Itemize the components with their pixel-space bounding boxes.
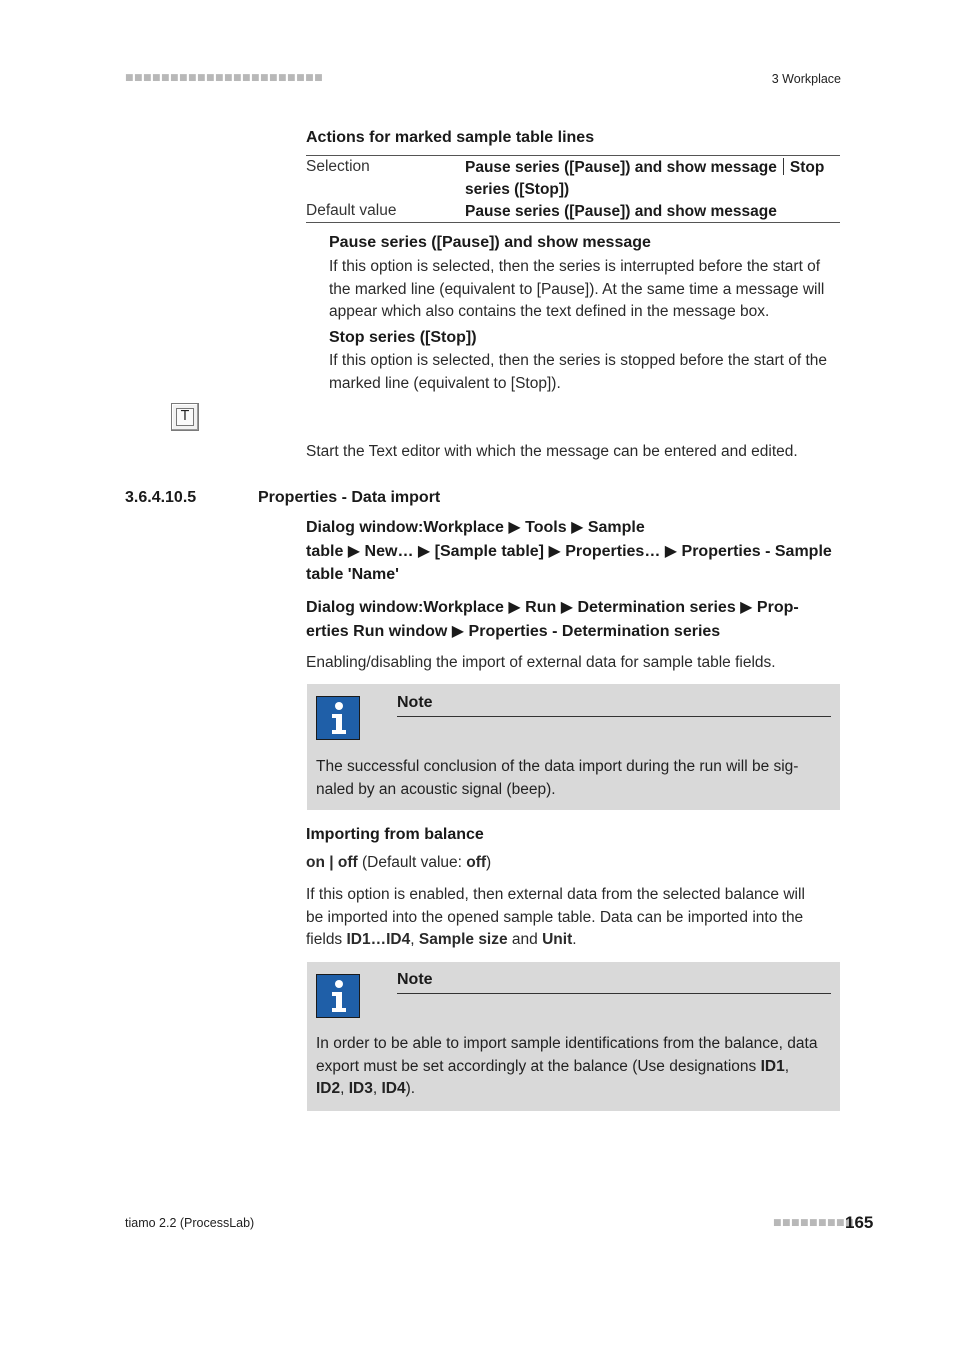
- parameter-bottom-rule: [306, 222, 840, 223]
- default-value: Pause series ([Pause]) and show message: [465, 203, 777, 220]
- text-editor-description: Start the Text editor with which the message can be entered and edited.: [306, 443, 798, 460]
- default-off: off: [466, 854, 487, 871]
- header-decoration: ■■■■■■■■■■■■■■■■■■■■■■: [125, 73, 324, 83]
- text-span: ).: [405, 1080, 416, 1097]
- text-line: naled by an acoustic signal (beep).: [316, 780, 556, 798]
- default-label: Default value: [306, 202, 397, 219]
- note-text: [316, 1033, 831, 1101]
- text-line: If this option is selected, then the series is interrupted before the start of: [329, 258, 821, 275]
- option-separator: [783, 158, 784, 175]
- text-line: [316, 1078, 831, 1101]
- text-line: [316, 1056, 831, 1079]
- path-line: Dialog window:Workplace ▶ Tools ▶ Sample: [306, 519, 645, 536]
- importing-description: [306, 884, 846, 952]
- selection-label: Selection: [306, 158, 370, 175]
- text-span: .: [572, 931, 577, 948]
- text-span: ,: [340, 1080, 349, 1097]
- path-line: Dialog window:Workplace ▶ Run ▶ Determination series ▶ Prop-: [306, 599, 799, 616]
- path-line: table 'Name': [306, 566, 399, 583]
- note-title: Note: [397, 694, 433, 711]
- designation-id2: ID2: [316, 1080, 341, 1097]
- section-intro: Enabling/disabling the import of external data for sample table fields.: [306, 654, 776, 671]
- text-span: export must be set accordingly at the balance (Use designations: [316, 1057, 761, 1075]
- text-line: [306, 929, 846, 952]
- text-line: In order to be able to import sample identifications from the balance, data: [316, 1035, 818, 1052]
- default-prefix: (Default value:: [357, 854, 467, 871]
- section-number: 3.6.4.10.5: [125, 489, 197, 506]
- selection-option-stop: Stop: [789, 159, 825, 176]
- designation-id4: ID4: [381, 1080, 406, 1097]
- info-icon: [316, 974, 360, 1018]
- option-stop-title: Stop series ([Stop]): [329, 329, 477, 346]
- text-span: ,: [784, 1057, 790, 1075]
- text-editor-icon: T: [176, 408, 194, 426]
- text-line: the marked line (equivalent to [Pause]). At the same time a message will: [329, 280, 825, 298]
- note-box: [307, 962, 840, 1111]
- designation-id1: ID1: [760, 1057, 785, 1075]
- dialog-path-1: [306, 516, 832, 587]
- importing-title: Importing from balance: [306, 826, 484, 843]
- parameter-title: Actions for marked sample table lines: [306, 129, 595, 146]
- info-icon: [316, 696, 360, 740]
- text-span: ,: [372, 1080, 382, 1097]
- field-sample-size: Sample size: [418, 931, 508, 948]
- field-unit: Unit: [542, 931, 573, 948]
- text-line: appear which also contains the text defined in the message box.: [329, 303, 770, 320]
- note-title: Note: [397, 971, 433, 988]
- page-number: 165: [845, 1213, 874, 1232]
- designation-id3: ID3: [348, 1080, 373, 1097]
- header-chapter: 3 Workplace: [771, 72, 841, 86]
- text-span: fields: [306, 931, 347, 948]
- importing-values: [306, 852, 491, 875]
- footer-product: tiamo 2.2 (ProcessLab): [125, 1216, 255, 1230]
- option-pause-description: [329, 256, 849, 324]
- parameter-top-rule: [306, 155, 840, 156]
- text-line: be imported into the opened sample table. Data can be imported into the: [306, 908, 804, 926]
- path-line: table ▶ New… ▶ [Sample table] ▶ Properties… ▶ Properties - Sample: [306, 542, 832, 560]
- dialog-path-2: [306, 596, 799, 643]
- text-editor-button[interactable]: [171, 403, 199, 431]
- text-line: If this option is enabled, then external data from the selected balance will: [306, 886, 805, 903]
- note-box: [307, 684, 840, 810]
- text-line: If this option is selected, then the series is stopped before the start of the: [329, 352, 828, 369]
- path-line: erties Run window ▶ Properties - Determination series: [306, 622, 721, 640]
- selection-option-pause: Pause series ([Pause]) and show message: [465, 159, 777, 176]
- option-pause-title: Pause series ([Pause]) and show message: [329, 234, 651, 251]
- text-line: The successful conclusion of the data import during the run will be sig-: [316, 758, 799, 775]
- text-line: marked line (equivalent to [Stop]).: [329, 374, 561, 392]
- option-stop-description: [329, 350, 849, 395]
- selection-option-stop-cont: series ([Stop]): [465, 181, 570, 198]
- values-on-off: on | off: [306, 854, 358, 871]
- note-text: [316, 756, 831, 801]
- footer-decoration: ■■■■■■■■■: [773, 1218, 855, 1228]
- text-span: ,: [410, 931, 419, 948]
- default-suffix: ): [486, 854, 492, 871]
- note-title-rule: [397, 716, 831, 717]
- field-ids: ID1…ID4: [346, 931, 411, 948]
- text-span: and: [507, 931, 543, 948]
- note-title-rule: [397, 993, 831, 994]
- selection-value: [465, 157, 845, 201]
- section-title: Properties - Data import: [258, 489, 441, 506]
